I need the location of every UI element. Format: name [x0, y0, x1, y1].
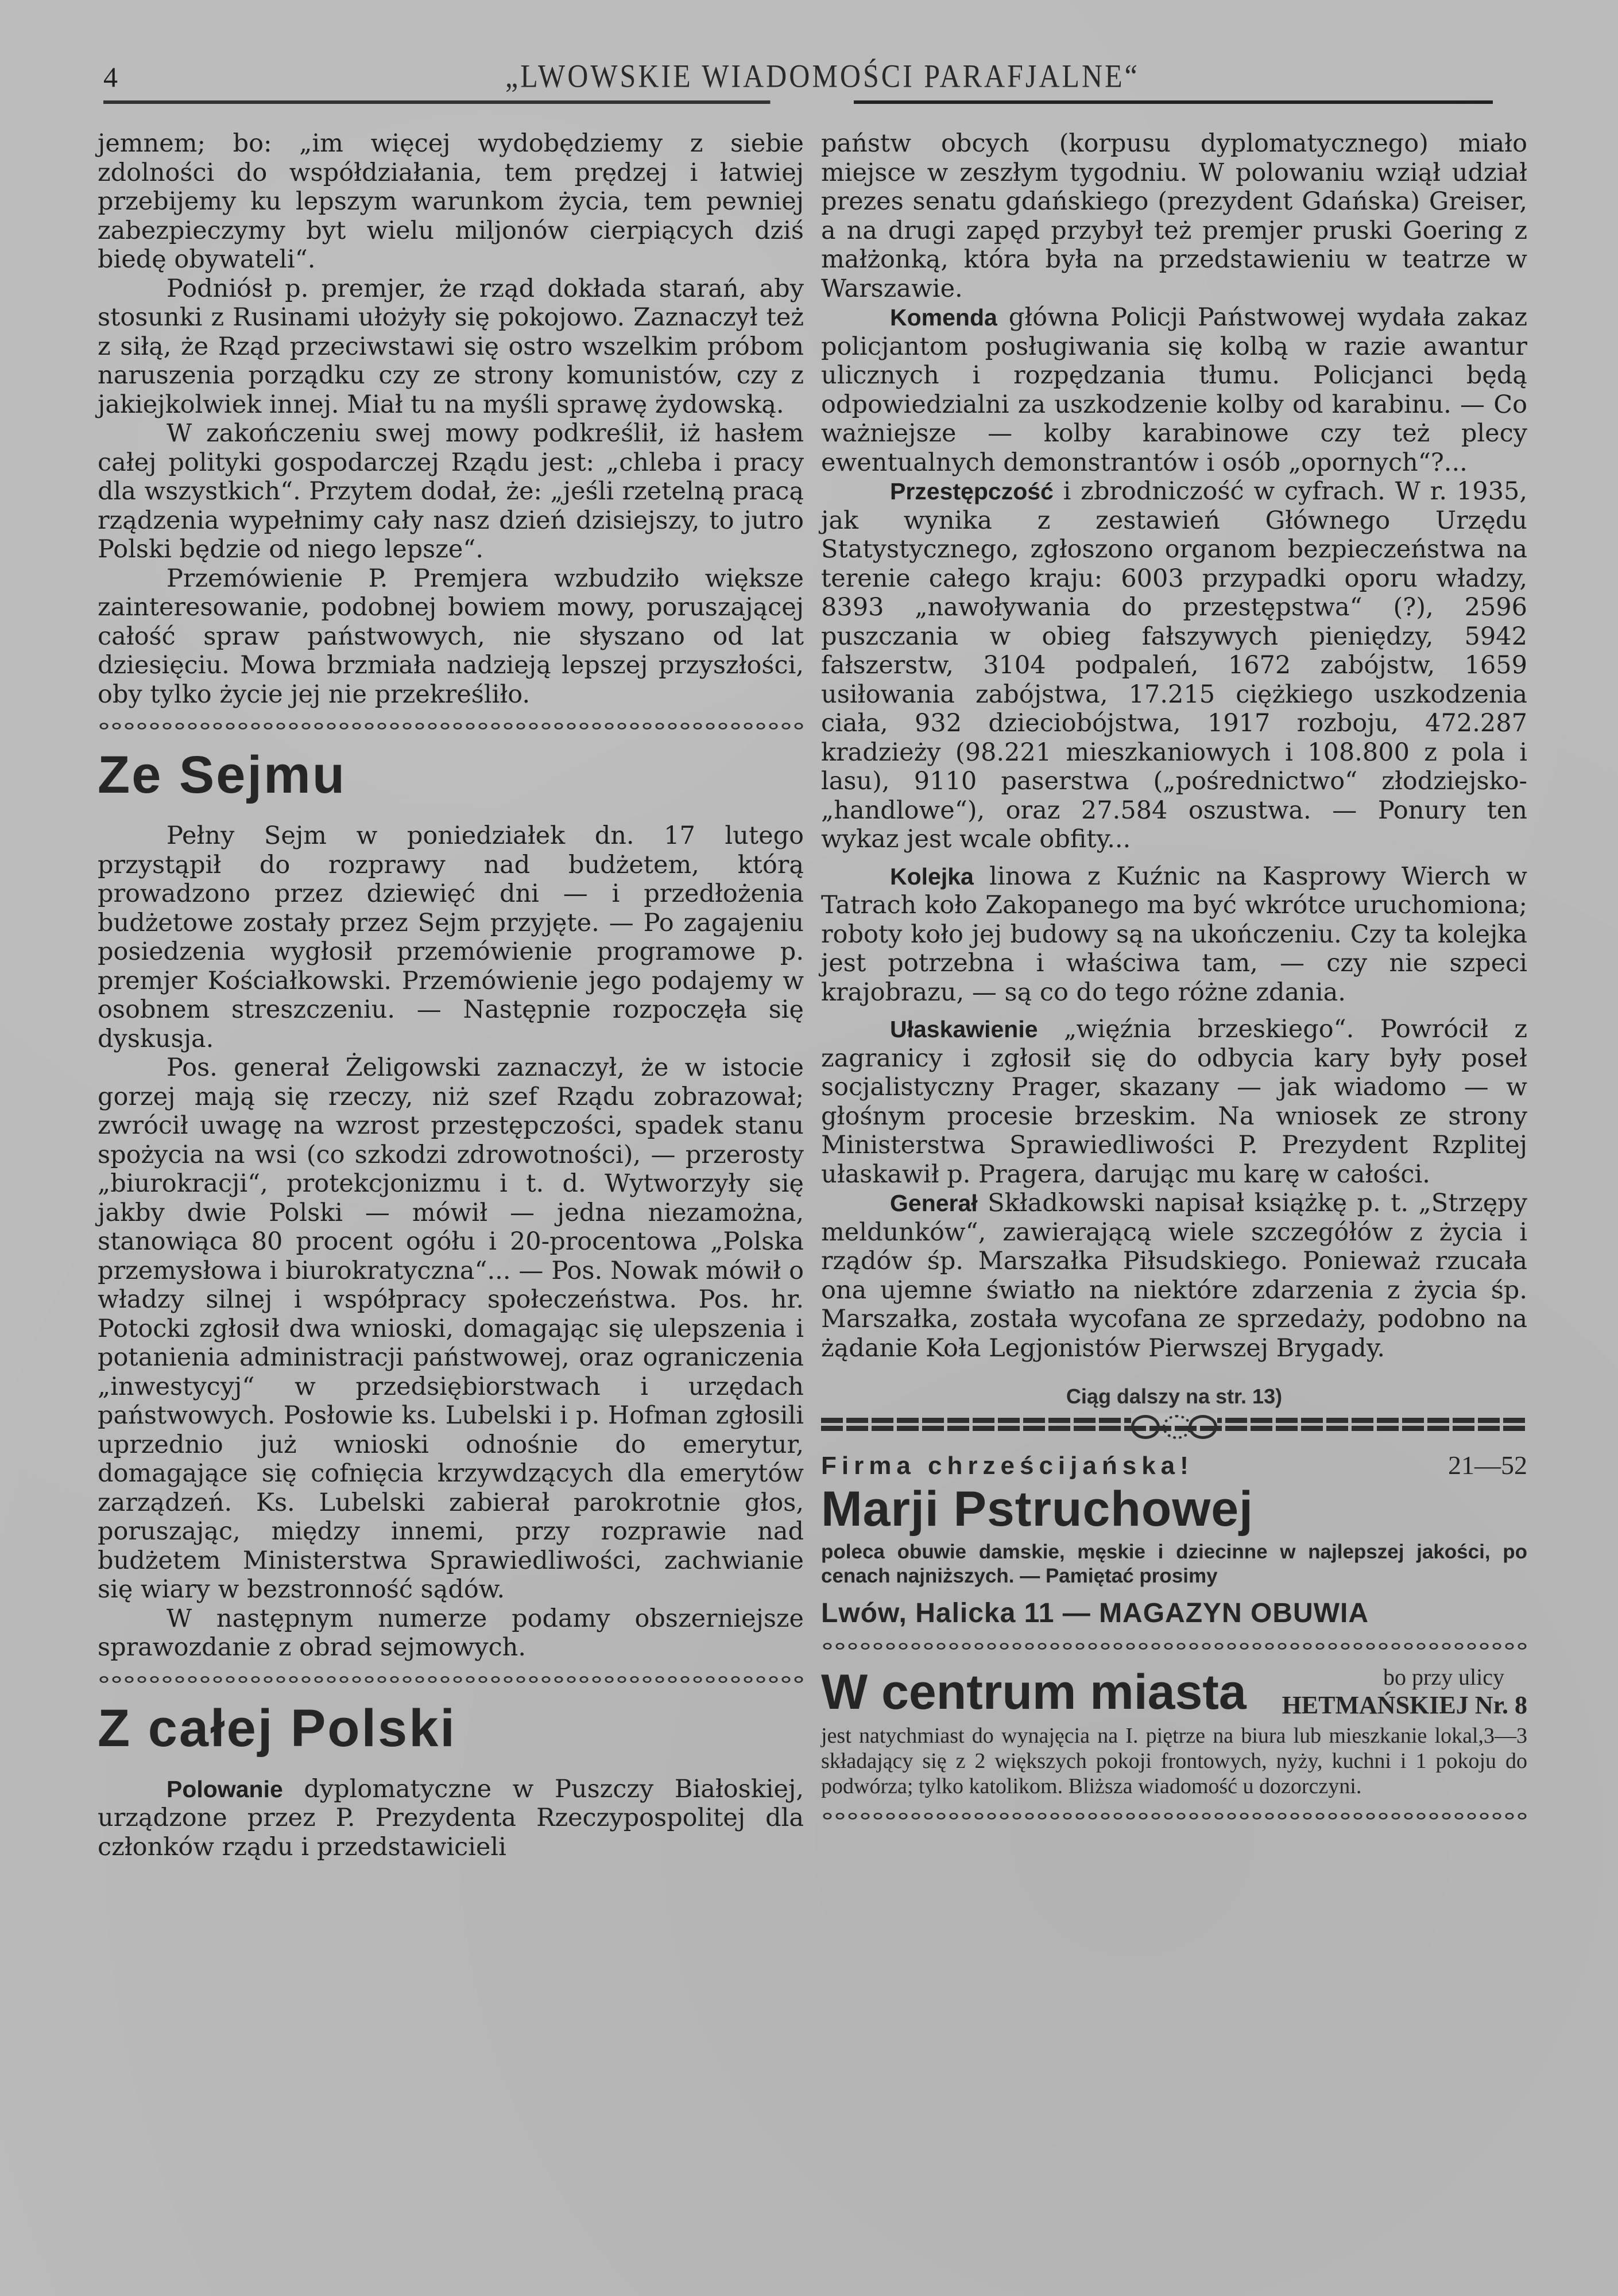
header-rule — [103, 100, 1493, 104]
continued-note: Ciąg dalszy na str. 13) — [1066, 1384, 1283, 1408]
ornamental-divider — [98, 1674, 804, 1685]
ad-description: poleca obuwie damskie, męskie i dziecinne w najlepszej jakości, po cenach najniższych. — Pamiętać prosimy — [821, 1541, 1527, 1587]
ad-address-prefix: bo przy ulicy — [1383, 1664, 1504, 1690]
ad-address-block — [1282, 1663, 1527, 1720]
left-column — [98, 129, 804, 1861]
ornamental-divider — [821, 1640, 1527, 1652]
article-paragraph: Pełny Sejm w poniedziałek dn. 17 lutego przystąpił do rozprawy nad budżetem, którą prowadzono przez dziewięć dni — i przedłożenia budżetowe zostały przez Sejm przyjęte. — Po zagajeniu posiedzenia wygłosił przemówienie programowe p. premjer Kościałkowski. Przemówienie jego podajemy w osobnem streszczeniu. — Następnie rozpoczęła się dyskusja. — [98, 821, 804, 1053]
ad-body — [821, 1723, 1527, 1799]
news-item — [821, 862, 1527, 1007]
news-lead-word: Ułaskawienie — [890, 1016, 1038, 1042]
advertisement-shoes — [821, 1450, 1527, 1629]
news-lead-word: Komenda — [890, 304, 997, 331]
article-paragraph: W następnym numerze podamy obszerniejsze sprawozdanie z obrad sejmowych. — [98, 1604, 804, 1662]
page-header — [103, 55, 1493, 100]
news-text: i zbrodniczość w cyfrach. W r. 1935, jak wynika z zestawień Głównego Urzędu Statystycznego, zgłoszono organom bezpieczeństwa na terenie całego kraju: 6003 przypadki oporu władzy, 8393 „nawoływania do przestępstwa“ (?), 2596 puszczania w obieg fałszywych pieniędzy, 5942 fałszerstw, 3104 podpaleń, 1672 zabójstw, 1659 usiłowania zabójstwa, 17.215 ciężkiego uszkodzenia ciała, 932 dzieciobójstwa, 1917 rozboju, 472.287 kradzieży (98.221 mieszkaniowych i 108.800 z pola i lasu), 9110 paserstwa („pośrednictwo“ złodziejsko-„handlowe“), oraz 27.584 oszustwa. — Ponury ten wykaz jest wcale obfity... — [821, 477, 1527, 854]
news-text: linowa z Kuźnic na Kasprowy Wierch w Tatrach koło Zakopanego ma być wkrótce uruchomiona; roboty koło jej budowy są na ukończeniu. Czy ta kolejka jest potrzebna i właściwa tam, — czy nie szpeci krajobrazu, — są co do tego różne zdania. — [821, 862, 1527, 1007]
article-paragraph: jemnem; bo: „im więcej wydobędziemy z siebie zdolności do współdziałania, tem prędzej i łatwiej przebijemy ku lepszym warunkom życia, tem pewniej zabezpieczymy byt wielu miljonów cierpiących dziś biedę obywateli“. — [98, 129, 804, 274]
advertisement-rental — [821, 1663, 1527, 1799]
publication-title: „LWOWSKIE WIADOMOŚCI PARAFJALNE“ — [505, 57, 1140, 95]
ad-code: 3—3 — [1484, 1724, 1527, 1748]
ad-title: W centrum miasta — [821, 1665, 1247, 1720]
ad-street: HETMAŃSKIEJ Nr. 8 — [1282, 1691, 1527, 1719]
news-text: główna Policji Państwowej wydała zakaz policjantom posługiwania się kolbą w razie awantur ulicznych i rozpędzania tłumu. Policjanci będą odpowiedzialni za uszkodzenie kolby od karabinu. — Co ważniejsze — kolby karabinowe czy też plecy ewentualnych demonstrantów i osób „opornych“?... — [821, 303, 1527, 477]
article-paragraph: państw obcych (korpusu dyplomatycznego) miało miejsce w zeszłym tygodniu. W polowaniu wziął udział prezes senatu gdańskiego (prezydent Gdańska) Greiser, a na drugi zapęd przybył też premjer pruski Goering z małżonką, która była na przedstawieniu w teatrze w Warszawie. — [821, 129, 1527, 303]
ad-business-name: Marji Pstruchowej — [821, 1481, 1253, 1537]
news-item — [821, 477, 1527, 854]
page-number: 4 — [103, 61, 118, 93]
ad-address: Lwów, Halicka 11 — MAGAZYN OBUWIA — [821, 1598, 1369, 1628]
news-item — [821, 303, 1527, 477]
news-lead-word: Polowanie — [167, 1775, 283, 1802]
ornamental-divider — [98, 720, 804, 732]
news-item — [821, 1189, 1527, 1363]
ornamental-divider — [821, 1810, 1527, 1822]
news-item — [821, 1015, 1527, 1189]
article-paragraph: Przemówienie P. Premjera wzbudziło większe zainteresowanie, podobnej bowiem mowy, poruszającej całość spraw państwowych, nie słyszano od lat dziesięciu. Mowa brzmiała nadzieją lepszej przyszłości, oby tylko życie jej nie przekreśliło. — [98, 564, 804, 709]
ornament-knot-icon — [1131, 1413, 1217, 1436]
section-heading-sejm: Ze Sejmu — [98, 746, 347, 804]
ad-body-text: jest natychmiast do wynajęcia na I. piętrze na biura lub mieszkanie lokal, składający się z 2 większych pokoji frontowych, nyży, kuchni i 1 pokoju do podwórza; tylko katolikom. Bliższa wiadomość u dozorczyni. — [821, 1724, 1527, 1798]
news-lead-word: Generał — [890, 1190, 978, 1216]
news-lead-word: Kolejka — [890, 863, 974, 890]
ad-code: 21—52 — [1448, 1450, 1527, 1480]
article-paragraph: W zakończeniu swej mowy podkreślił, iż hasłem całej polityki gospodarczej Rządu jest: „chleba i pracy dla wszystkich“. Przytem dodał, że: „jeśli rzetelną pracą rządzenia wypełnimy cały nasz dzień dzisiejszy, to jutro Polski będzie od niego lepsze“. — [98, 419, 804, 564]
ad-firm-label: Firma chrześcijańska! — [821, 1452, 1194, 1480]
ornamental-double-rule — [821, 1417, 1527, 1433]
news-text: „więźnia brzeskiego“. Powrócił z zagranicy i zgłosił się do odbycia kary były poseł socjalistyczny Prager, skazany — jak wiadomo — w głośnym procesie brzeskim. Na wniosek ze strony Ministerstwa Sprawiedliwości P. Prezydent Rzplitej ułaskawił p. Pragera, darując mu karę w całości. — [821, 1015, 1527, 1189]
news-item — [98, 1775, 804, 1862]
news-text: Składkowski napisał książkę p. t. „Strzępy meldunków“, zawierającą wiele szczegółów z życia i rządów śp. Marszałka Piłsudskiego. Ponieważ rzucała ona ujemne światło na niektóre zdarzenia z życia śp. Marszałka, została wycofana ze sprzedaży, podobno na żądanie Koła Legjonistów Pierwszej Brygady. — [821, 1189, 1527, 1363]
article-paragraph: Pos. generał Żeligowski zaznaczył, że w istocie gorzej mają się rzeczy, niż szef Rządu zobrazował; zwrócił uwagę na wzrost przestępczości, spadek stanu spożycia na wsi (co szkodzi zdrowotności), — przerosty „biurokracji“, protekcjonizmu i t. d. Wytworzyły się jakby dwie Polski — mówił — jedna niezamożna, stanowiąca 80 procent ogółu i 20-procentowa „Polska przemysłowa i biurokratyczna“... — Pos. Nowak mówił o władzy silnej i współpracy społeczeństwa. Pos. hr. Potocki zgłosił dwa wnioski, domagając się ulepszenia i potanienia administracji państwowej, oraz ograniczenia „inwestycyj“ w przedsiębiorstwach i urzędach państwowych. Posłowie ks. Lubelski i p. Hofman zgłosili uprzednio już wnioski odnośnie do emerytur, domagające się cofnięcia krzywdzących dla emerytów zarządzeń. Ks. Lubelski zabierał parokrotnie głos, poruszając, między innemi, przy rozprawie nad budżetem Ministerstwa Sprawiedliwości, zachwianie się wiary w bezstronność sądów. — [98, 1053, 804, 1604]
news-text: dyplomatyczne w Puszczy Białoskiej, urządzone przez P. Prezydenta Rzeczypospolitej dla członków rządu i przedstawicieli — [98, 1774, 804, 1861]
right-column — [821, 129, 1527, 1833]
news-lead-word: Przestępczość — [890, 478, 1054, 505]
section-heading-poland: Z całej Polski — [98, 1698, 456, 1758]
article-paragraph: Podniósł p. premjer, że rząd dokłada starań, aby stosunki z Rusinami ułożyły się pokojowo. Zaznaczył też z siłą, że Rząd przeciwstawi się ostro wszelkim próbom naruszenia porządku czy ze strony komunistów, czy z jakiejkolwiek innej. Miał tu na myśli sprawę żydowską. — [98, 274, 804, 419]
